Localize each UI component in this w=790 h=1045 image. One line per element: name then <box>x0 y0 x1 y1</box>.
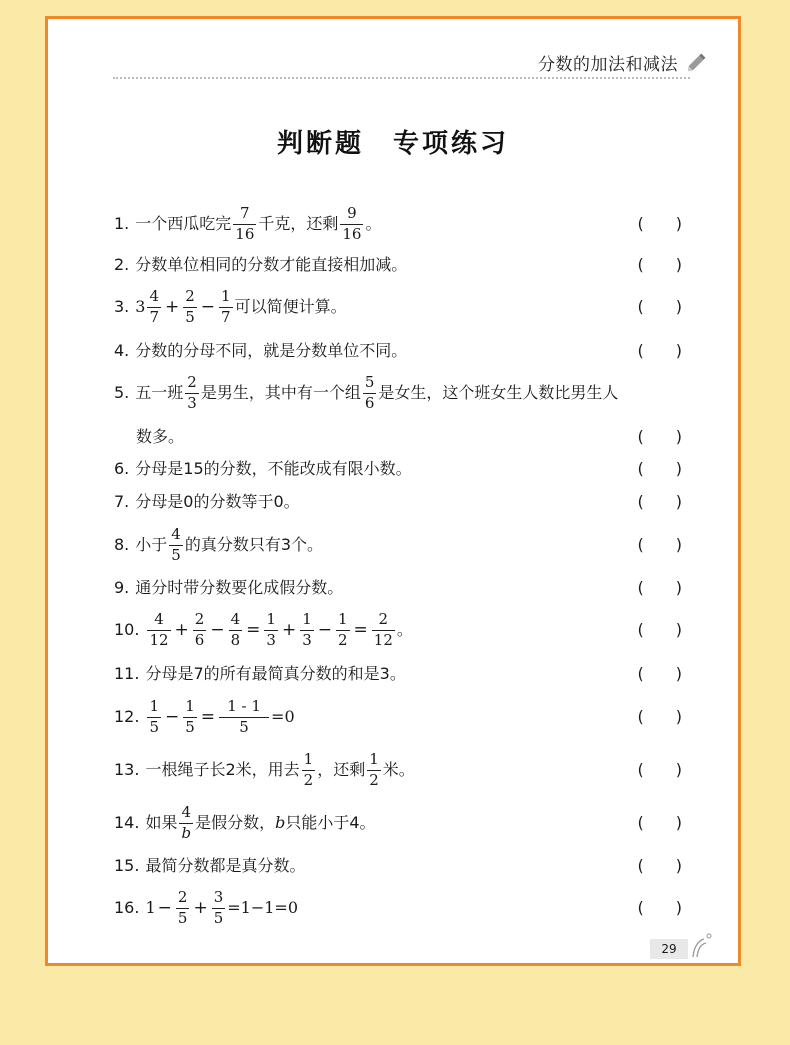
answer-bracket[interactable]: ( ) <box>637 297 682 316</box>
answer-bracket[interactable]: ( ) <box>637 664 682 683</box>
question-number: 13. <box>114 760 140 779</box>
question-10: 10. $\frac{4}{12}$ + $\frac{2}{6}$ − $\frac{4}{8}$ = $\frac{1}{3}$ + $\frac{1}{3}$ − $\frac{1}{2}$ = $\frac{2}{12}$ 。 ( ) <box>114 609 682 649</box>
answer-bracket[interactable]: ( ) <box>637 214 682 233</box>
question-text: 分母是7的所有最简真分数的和是3。 <box>145 664 406 683</box>
question-number: 9. <box>114 578 130 597</box>
question-number: 6. <box>114 459 130 478</box>
question-text: 米。 <box>382 760 415 779</box>
question-9 <box>114 576 682 600</box>
question-text: 通分时带分数要化成假分数。 <box>135 578 344 597</box>
question-text: 的真分数只有3个。 <box>184 535 324 554</box>
fraction: $\frac{4}{8}$ <box>230 609 241 649</box>
question-text: 分数单位相同的分数才能直接相加减。 <box>135 255 408 274</box>
fraction: $\frac{2}{3}$ <box>187 372 197 412</box>
question-4 <box>114 339 682 363</box>
question-text: 最简分数都是真分数。 <box>145 856 306 875</box>
question-text: 分母是15的分数，不能改成有限小数。 <box>135 459 412 478</box>
header <box>538 49 710 75</box>
question-number: 15. <box>114 856 140 875</box>
fraction: $\frac{2}{6}$ <box>194 609 205 649</box>
question-number: 2. <box>114 255 130 274</box>
question-text: 一根绳子长2米，用去 <box>145 760 300 779</box>
fraction: $\frac{2}{5}$ <box>177 887 188 927</box>
fraction: $\frac{1}{2}$ <box>337 609 348 649</box>
question-text: 千克，还剩 <box>258 214 339 233</box>
swirl-icon <box>690 931 714 959</box>
answer-bracket[interactable]: ( ) <box>637 813 682 832</box>
question-number: 8. <box>114 535 130 554</box>
question-14: 14. 如果 $\frac{4}{b}$ 是假分数， b 只能小于4。 ( ) <box>114 802 682 842</box>
chapter-title: 分数的加法和减法 <box>538 54 678 75</box>
question-15 <box>114 854 682 878</box>
question-number: 11. <box>114 664 140 683</box>
page-number: 29 <box>650 939 688 959</box>
answer-bracket[interactable]: ( ) <box>637 760 682 779</box>
fraction: $\frac{3}{5}$ <box>213 887 224 927</box>
question-13 <box>114 748 682 792</box>
question-text: 小于 <box>135 535 168 554</box>
answer-bracket[interactable]: ( ) <box>637 255 682 274</box>
worksheet-page <box>45 16 741 966</box>
fraction: $\frac{2}{5}$ <box>185 286 195 326</box>
answer-bracket[interactable]: ( ) <box>637 535 682 554</box>
answer-bracket[interactable]: ( ) <box>637 578 682 597</box>
question-text: 分母是0的分数等于0。 <box>135 492 300 511</box>
fraction: $\frac{2}{12}$ <box>373 609 393 649</box>
fraction: $\frac{1}{5}$ <box>149 696 159 736</box>
question-text: 是假分数， <box>195 813 276 832</box>
question-text: 五一班 <box>135 383 184 402</box>
question-number: 1. <box>114 214 130 233</box>
question-12: 12. $\frac{1}{5}$ − $\frac{1}{5}$ = $\frac{1 - 1}{5}$ =0 ( ) <box>114 696 682 736</box>
question-2 <box>114 253 682 277</box>
fraction: $\frac{1 - 1}{5}$ <box>219 699 269 736</box>
fraction: $\frac{1}{5}$ <box>185 696 195 736</box>
question-number: 10. <box>114 620 140 639</box>
question-text: 可以简便计算。 <box>234 297 347 316</box>
question-number: 5. <box>114 383 130 402</box>
question-5 <box>114 371 682 415</box>
fraction: $\frac{9}{16}$ <box>342 203 362 243</box>
fraction: $\frac{4}{b}$ <box>181 802 192 842</box>
answer-bracket[interactable]: ( ) <box>637 341 682 360</box>
answer-bracket[interactable]: ( ) <box>637 707 682 726</box>
question-5-continued <box>136 425 682 449</box>
fraction: $\frac{4}{5}$ <box>171 524 181 564</box>
answer-bracket[interactable]: ( ) <box>637 856 682 875</box>
fraction: $\frac{1}{3}$ <box>266 609 276 649</box>
fraction: $\frac{1}{3}$ <box>302 609 312 649</box>
question-7 <box>114 490 682 514</box>
question-text: 只能小于4。 <box>285 813 376 832</box>
fraction: $\frac{5}{6}$ <box>364 372 375 412</box>
fraction: $\frac{4}{12}$ <box>149 609 169 649</box>
question-text: 是女生，这个班女生人数比男生人 <box>378 383 619 402</box>
question-number: 12. <box>114 707 140 726</box>
question-6 <box>114 457 682 481</box>
fraction: $\frac{1}{2}$ <box>369 749 379 789</box>
question-number: 4. <box>114 341 130 360</box>
answer-bracket[interactable]: ( ) <box>637 492 682 511</box>
answer-bracket[interactable]: ( ) <box>637 459 682 478</box>
answer-bracket[interactable]: ( ) <box>637 620 682 639</box>
question-text: 数多。 <box>136 427 185 446</box>
question-number: 14. <box>114 813 140 832</box>
question-text: 分数的分母不同，就是分数单位不同。 <box>135 341 408 360</box>
answer-bracket[interactable]: ( ) <box>637 898 682 917</box>
answer-bracket[interactable]: ( ) <box>637 427 682 446</box>
question-3: 3. 3 $\frac{4}{7}$ + $\frac{2}{5}$ − $\frac{1}{7}$ 可以简便计算。 ( ) <box>114 286 682 326</box>
fraction: $\frac{7}{16}$ <box>235 203 255 243</box>
question-text: 一个西瓜吃完 <box>135 214 232 233</box>
question-11 <box>114 662 682 686</box>
question-text: 是男生，其中有一个组 <box>200 383 361 402</box>
question-16: 16. 1 − $\frac{2}{5}$ + $\frac{3}{5}$ =1−1=0 ( ) <box>114 887 682 927</box>
pencil-icon <box>684 49 710 75</box>
question-8 <box>114 523 682 567</box>
question-1: 1. 一个西瓜吃完 $\frac{7}{16}$ 千克，还剩 $\frac{9}{16}$ 。 ( ) <box>114 203 682 243</box>
fraction: $\frac{4}{7}$ <box>149 286 159 326</box>
question-text: ，还剩 <box>317 760 366 779</box>
fraction: $\frac{1}{2}$ <box>303 749 314 789</box>
header-divider <box>113 77 690 79</box>
question-number: 7. <box>114 492 130 511</box>
question-text: 如果 <box>145 813 178 832</box>
question-number: 3. <box>114 297 130 316</box>
question-number: 16. <box>114 898 140 917</box>
fraction: $\frac{1}{7}$ <box>221 286 231 326</box>
page-title: 判断题 专项练习 <box>276 129 509 159</box>
